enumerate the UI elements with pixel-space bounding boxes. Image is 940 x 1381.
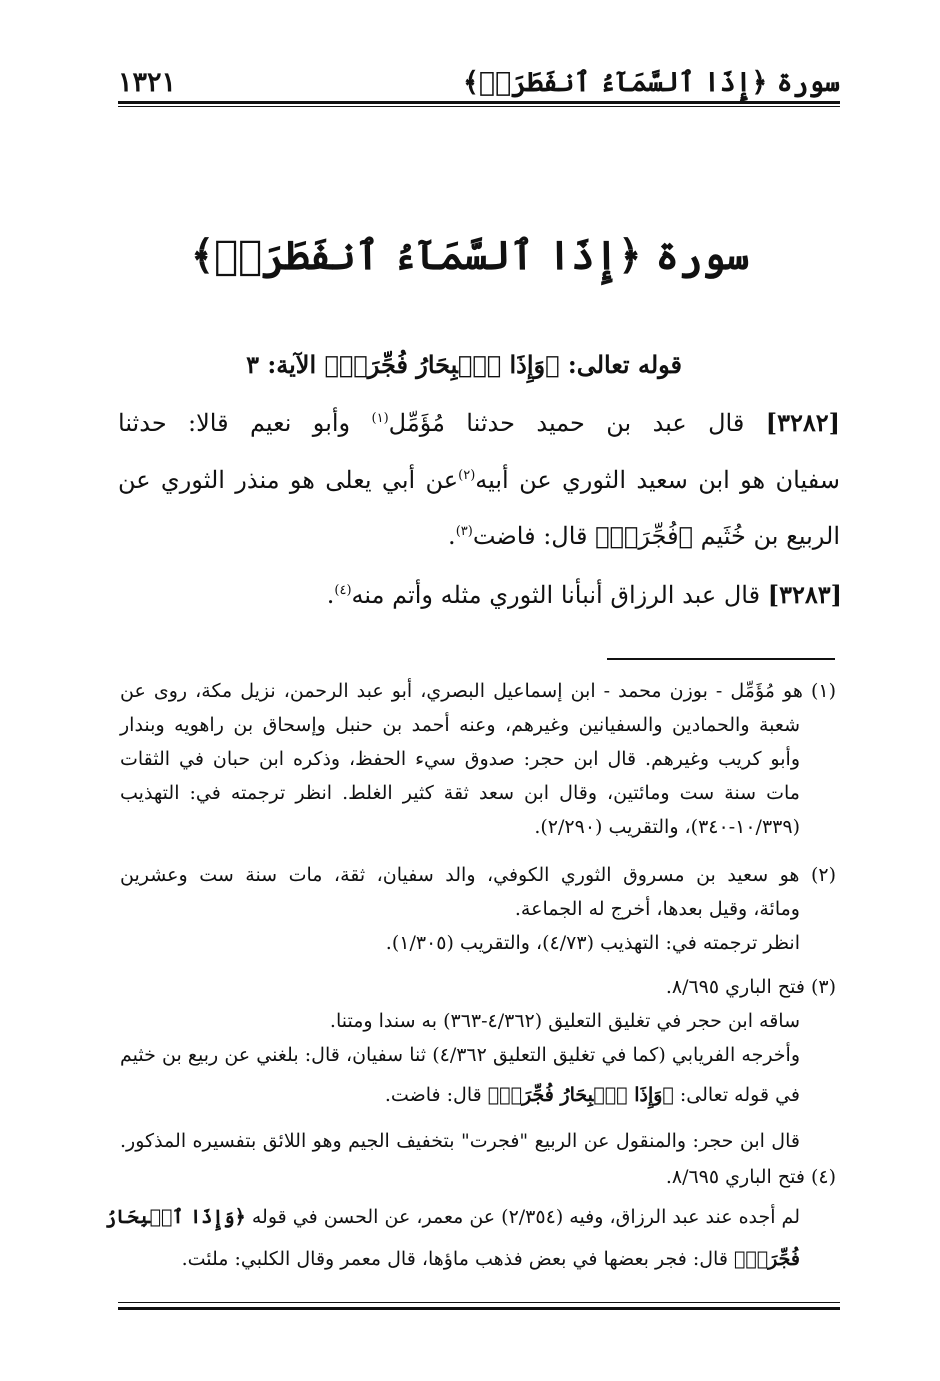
footnote-line: وأخرجه الفريابي (كما في تغليق التعليق ٤/٣٦٢) ثنا سفيان، قال: بلغني عن ربيع بن خثيم: [120, 1044, 801, 1066]
footer-rule-thick: [118, 1307, 840, 1310]
footnote-line: (٣) فتح الباري ٨/٦٩٥.: [665, 976, 836, 998]
footnote-marker: (٢): [458, 468, 476, 483]
header-rule-thin: [118, 106, 840, 107]
quran-quote: ﴿وَإِذَا ٱلۡبِحَارُ فُجِّرَتۡ﴾: [487, 1084, 674, 1106]
footer-rule-thin: [118, 1302, 840, 1303]
footnote-line: وأبو كريب وغيرهم. قال ابن حجر: صدوق سيء الحفظ، وذكره ابن حبان في الثقات: [120, 748, 800, 770]
footnote-line: (١) هو مُؤَمِّل - بوزن محمد - ابن إسماعيل البصري، أبو عبد الرحمن، نزيل مكة، روى عن: [120, 680, 836, 702]
footnote-line: مات سنة ست ومائتين، وقال ابن سعد ثقة كثير الغلط. انظر ترجمته في: التهذيب: [120, 782, 800, 804]
footnote-marker: (٤): [334, 583, 352, 598]
footnote-line: قال ابن حجر: والمنقول عن الربيع "فجرت" بتخفيف الجيم وهو اللائق بتفسيره المذكور.: [120, 1130, 800, 1152]
footnote-line: (٤) فتح الباري ٨/٦٩٥.: [665, 1166, 836, 1188]
footnote-line: (١٠/٣٣٩-٣٤٠)، والتقريب (٢/٢٩٠).: [534, 816, 800, 838]
quran-quote: فُجِّرَتۡ﴾: [733, 1248, 800, 1270]
hadith-number: [٣٢٨٣]: [767, 580, 842, 609]
header-rule-thick: [118, 101, 840, 104]
hadith-number: [٣٢٨٢]: [765, 408, 840, 437]
footnote-marker: (١): [371, 411, 389, 426]
footnote-line: انظر ترجمته في: التهذيب (٤/٧٣)، والتقريب (١/٣٠٥).: [385, 932, 800, 954]
footnote-marker: (٣): [455, 524, 473, 539]
main-line: [٣٢٨٢] قال عبد بن حميد حدثنا مُؤَمِّل$^{(١)}$ وأبو نعيم قالا: حدثنا: [118, 408, 840, 437]
verse-heading: قوله تعالى: ﴿وَإِذَا ٱلۡبِحَارُ فُجِّرَتۡ﴾ الآية: ٣: [246, 350, 682, 379]
page-number: ١٣٢١: [118, 67, 177, 98]
footnote-line: فُجِّرَتۡ﴾ قال: فجر بعضها في بعض فذهب ماؤها، قال معمر وقال الكلبي: ملئت.: [181, 1248, 800, 1270]
footnote-separator: [607, 658, 835, 660]
footnote-line: (٢) هو سعيد بن مسروق الثوري الكوفي، والد سفيان، ثقة، مات سنة ست وعشرين: [120, 864, 836, 886]
surah-title: سورة ﴿إِذَا ٱلسَّمَآءُ ٱنفَطَرَتۡ﴾: [190, 232, 750, 279]
main-line: [٣٢٨٣] قال عبد الرزاق أنبأنا الثوري مثله وأتم منه$^{(٤)}$.: [326, 580, 842, 609]
footnote-line: شعبة والحمادين والسفيانين وغيرهم، وعنه أحمد بن حنبل وإسحاق بن راهويه وبندار: [120, 714, 800, 736]
running-header: [118, 58, 840, 98]
main-line: سفيان هو ابن سعيد الثوري عن أبيه$^{(٢)}$عن أبي يعلى هو منذر الثوري عن: [118, 466, 840, 494]
running-title: سورة ﴿إِذَا ٱلسَّمَآءُ ٱنفَطَرَتۡ﴾: [462, 67, 840, 98]
footnote-line: لم أجده عند عبد الرزاق، وفيه (٢/٣٥٤) عن معمر، عن الحسن في قوله ﴿وَإِذَا ٱلۡبِحَارُ: [105, 1206, 800, 1228]
quran-quote: ﴿وَإِذَا ٱلۡبِحَارُ: [105, 1206, 246, 1228]
footnote-line: ساقه ابن حجر في تغليق التعليق (٤/٣٦٢-٣٦٣) به سندا ومتنا.: [329, 1010, 800, 1032]
footnote-line: ومائة، وقيل بعدها، أخرج له الجماعة.: [514, 898, 800, 920]
footnote-line: في قوله تعالى: ﴿وَإِذَا ٱلۡبِحَارُ فُجِّرَتۡ﴾ قال: فاضت.: [384, 1084, 800, 1106]
main-line: الربيع بن خُثَيم ﴿فُجِّرَتۡ﴾ قال: فاضت$^{(٣)}$.: [448, 522, 840, 550]
